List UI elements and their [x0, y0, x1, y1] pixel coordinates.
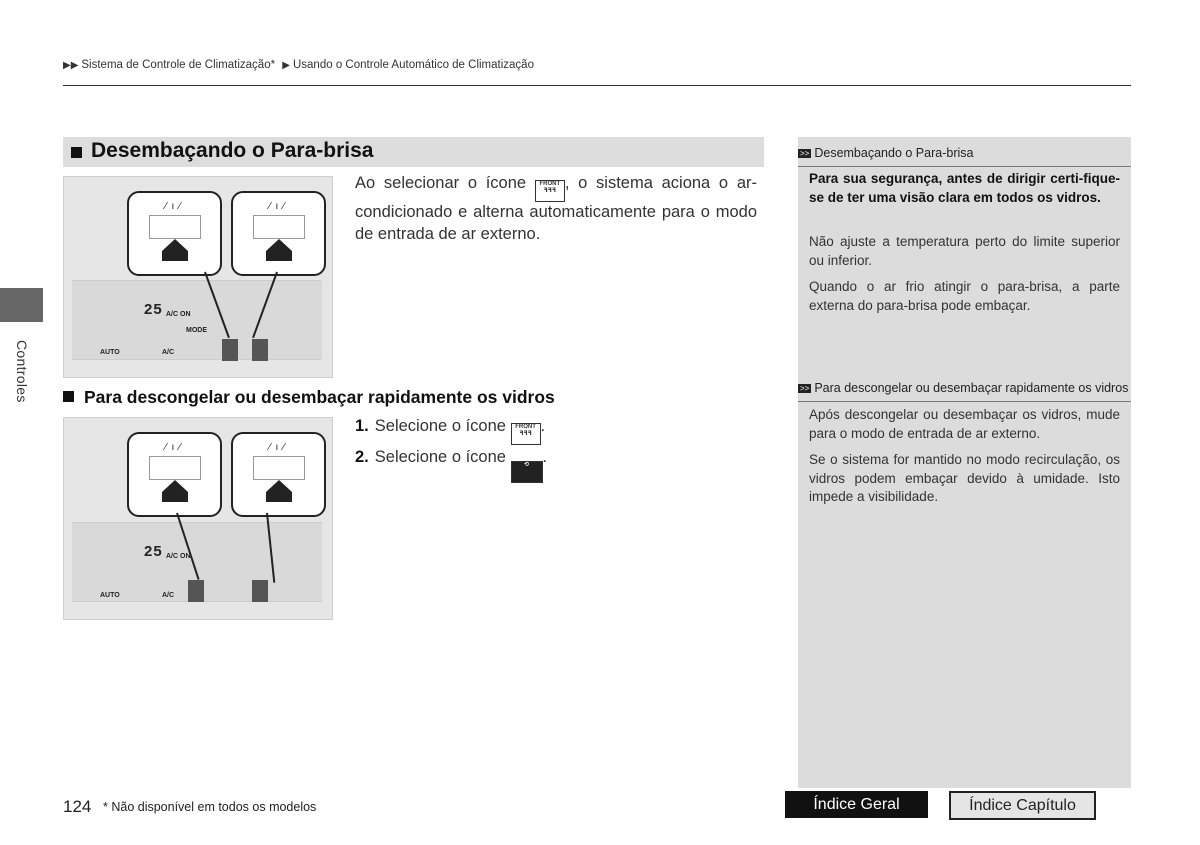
sidebar-paragraph: Não ajuste a temperatura perto do limite superior ou inferior.	[809, 234, 1120, 268]
recirc-button	[222, 339, 238, 361]
footnote: * Não disponível em todos os modelos	[103, 800, 317, 814]
subsection-heading	[63, 387, 763, 408]
temp-display: 25	[144, 543, 163, 560]
double-arrow-icon: >>	[800, 149, 810, 158]
auto-label: AUTO	[100, 592, 120, 599]
step-end: .	[542, 448, 548, 466]
car-recirculation-icon: ⟲	[511, 461, 543, 483]
square-bullet-icon	[63, 391, 74, 402]
section-title: Desembaçando o Para-brisa	[91, 139, 374, 162]
front-defrost-button	[252, 580, 268, 602]
indicator-rays-icon: ⁄ ı ⁄	[165, 201, 182, 212]
breadcrumb	[63, 59, 534, 71]
ac-on-label: A/C ON	[166, 311, 191, 318]
up-arrow-icon	[162, 239, 188, 251]
step-text: Selecione o ícone	[374, 417, 506, 435]
recirc-button	[188, 580, 204, 602]
chapter-index-button[interactable]: Índice Capítulo	[949, 791, 1096, 820]
intro-text-end: , o sistema aciona o ar-condicionado e alterna automaticamente para o modo de entrada de ar externo.	[355, 174, 757, 243]
front-defrost-icon: FRONT ꟻꟻꟻ	[535, 180, 565, 202]
arrow-stem	[162, 492, 188, 502]
sidebar-heading-text: Desembaçando o Para-brisa	[814, 146, 974, 160]
notes-sidebar	[798, 137, 1131, 788]
callout-front-defrost	[231, 432, 326, 517]
callout-front-defrost	[231, 191, 326, 276]
intro-text-start: Ao selecionar o ícone	[355, 174, 527, 192]
control-panel-figure-1	[63, 176, 333, 378]
intro-paragraph	[355, 173, 757, 245]
chapter-tab[interactable]	[0, 288, 43, 322]
step-text: Selecione o ícone	[374, 448, 506, 466]
indicator-rays-icon: ⁄ ı ⁄	[269, 201, 286, 212]
up-arrow-icon	[162, 480, 188, 492]
front-defrost-icon: FRONT ꟻꟻꟻ	[511, 423, 541, 445]
step-number: 1.	[355, 417, 369, 435]
double-arrow-icon: >>	[800, 384, 810, 393]
page-number: 124	[63, 797, 92, 816]
sidebar-heading-2[interactable]	[798, 381, 1131, 395]
arrow-stem	[266, 492, 292, 502]
chapter-label: Controles	[14, 340, 30, 403]
ac-label: A/C	[162, 349, 175, 356]
sidebar-divider	[798, 166, 1131, 167]
indicator-rays-icon: ⁄ ı ⁄	[269, 442, 286, 453]
arrow-stem	[266, 251, 292, 261]
square-bullet-icon	[71, 147, 82, 158]
sidebar-paragraph: Após descongelar ou desembaçar os vidros, mude para o modo de entrada de ar externo.	[809, 407, 1120, 441]
breadcrumb-link-climate[interactable]: Sistema de Controle de Climatização*	[81, 59, 276, 71]
callout-recirc	[127, 191, 222, 276]
callout-recirc	[127, 432, 222, 517]
safety-warning: Para sua segurança, antes de dirigir certi-fique-se de ter uma visão clara em todos os vidros.	[809, 171, 1120, 205]
ac-label: A/C	[162, 592, 175, 599]
recirc-button-icon	[149, 456, 201, 480]
temp-display: 25	[144, 301, 163, 318]
sidebar-heading-1[interactable]	[798, 146, 1131, 160]
indicator-rays-icon: ⁄ ı ⁄	[165, 442, 182, 453]
subsection-title: Para descongelar ou desembaçar rapidamente os vidros	[84, 387, 555, 407]
front-defrost-button-icon	[253, 215, 305, 239]
recirc-button-icon	[149, 215, 201, 239]
general-index-button[interactable]: Índice Geral	[785, 791, 928, 818]
step-number: 2.	[355, 448, 369, 466]
sidebar-paragraph: Quando o ar frio atingir o para-brisa, a parte externa do para-brisa pode embaçar.	[809, 279, 1120, 313]
sidebar-heading-text: Para descongelar ou desembaçar rapidamente os vidros	[814, 381, 1129, 395]
double-arrow-icon: ▶▶	[63, 60, 79, 71]
section-heading	[63, 137, 764, 167]
front-defrost-button	[252, 339, 268, 361]
step-2	[355, 448, 547, 483]
sidebar-paragraph: Se o sistema for mantido no modo recirculação, os vidros podem embaçar devido à umidade. Isto impede a visibilidade.	[809, 452, 1120, 504]
climate-panel	[72, 280, 322, 360]
mode-label: MODE	[186, 327, 207, 334]
sidebar-divider	[798, 401, 1131, 402]
ac-on-label: A/C ON	[166, 553, 191, 560]
step-end: .	[540, 417, 546, 435]
front-defrost-button-icon	[253, 456, 305, 480]
breadcrumb-link-auto[interactable]: Usando o Controle Automático de Climatização	[292, 59, 534, 71]
up-arrow-icon	[266, 480, 292, 492]
control-panel-figure-2	[63, 417, 333, 620]
step-1	[355, 417, 545, 445]
arrow-icon: ▶	[282, 60, 290, 71]
header-divider	[63, 85, 1131, 86]
arrow-stem	[162, 251, 188, 261]
auto-label: AUTO	[100, 349, 120, 356]
up-arrow-icon	[266, 239, 292, 251]
